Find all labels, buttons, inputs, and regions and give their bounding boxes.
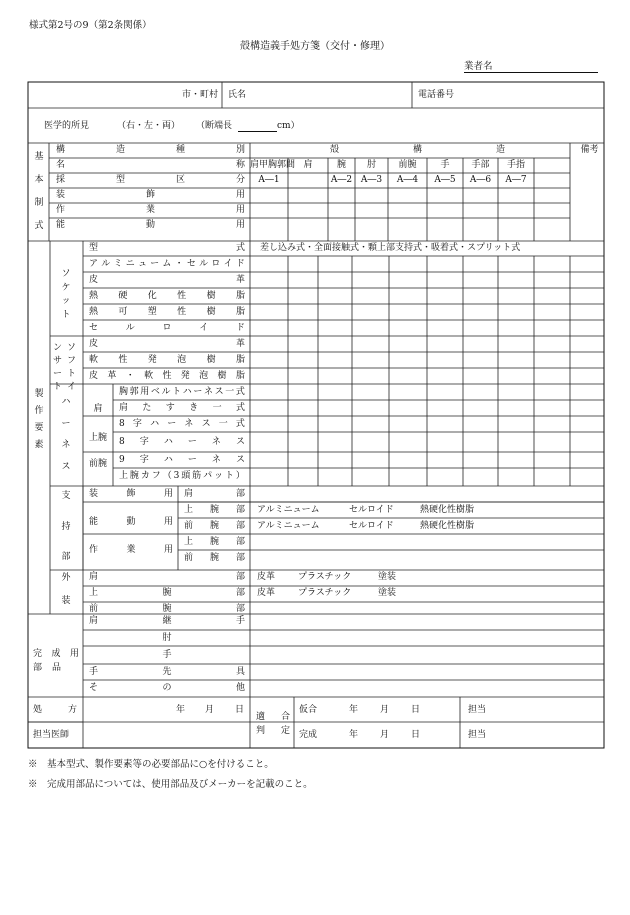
final-label: 完成 (299, 730, 318, 740)
harness-item: 肩 た す き 一 式 (119, 403, 245, 413)
outer-part: 肩 部 (89, 572, 245, 582)
parts-item: 手 (162, 650, 172, 660)
staff-label: 担当 (468, 730, 487, 740)
harness-item: 胸 郭 用 ベ ル ト ハ ー ネ ス 一 式 (119, 387, 245, 397)
month-label: 月 (205, 705, 215, 715)
part-code: A―7 (505, 175, 527, 185)
day-label: 日 (411, 730, 421, 740)
col-structure-type: 構 造 種 別 (56, 145, 245, 155)
outer-material: 皮革 (257, 572, 276, 582)
support-material: アルミニューム (257, 505, 320, 515)
support-part: 肩 部 (184, 489, 245, 499)
prescription-label: 処 方 (33, 705, 77, 715)
elements-section-label: 製 作 要 素 (34, 389, 44, 450)
insert-material: 皮 革 (89, 339, 245, 349)
part-name: 前腕 (398, 160, 417, 170)
harness-upper-arm: 上腕 (88, 433, 107, 443)
row-work: 作 業 用 (56, 205, 245, 215)
support-material: セルロイド (349, 521, 394, 531)
day-label: 日 (235, 705, 245, 715)
provisional-label: 仮合 (299, 705, 318, 715)
part-code: A―2 (330, 175, 353, 185)
harness-item: 上 腕 カ フ （ 3 頭 筋 パ ッ ト ） (119, 471, 245, 481)
socket-material: 熱 硬 化 性 樹 脂 (89, 291, 245, 301)
outer-material: 皮革 (257, 588, 276, 598)
support-material: アルミニューム (257, 521, 320, 531)
year-label: 年 (349, 705, 359, 715)
outer-part: 上 腕 部 (89, 588, 245, 598)
col-remarks: 備考 (580, 145, 599, 155)
harness-item: 8 字 ハ ー ネ ス 一 式 (119, 419, 245, 429)
row-casting: 採 型 区 分 (56, 175, 245, 185)
part-code: A―1 (258, 175, 280, 185)
socket-type-value: 差し込み式・全面接触式・顆上部支持式・吸着式・スプリット式 (260, 243, 521, 253)
note-2: ※ 完成用部品については、使用部品及びメーカーを記載のこと。 (28, 779, 313, 790)
support-work: 作 業 用 (89, 545, 173, 555)
city-label: 市・町村 (181, 90, 218, 100)
socket-material: 熱 可 塑 性 樹 脂 (89, 307, 245, 317)
part-name: 手 (440, 160, 450, 170)
parts-item: 肘 (162, 633, 172, 643)
col-shell-structure: 殻 構 造 (330, 145, 505, 155)
part-name: 肩甲胸郭間 (250, 160, 296, 170)
year-label: 年 (176, 705, 186, 715)
staff-label: 担当 (468, 705, 487, 715)
support-material: 熱硬化性樹脂 (420, 505, 475, 515)
row-name: 名 称 (56, 160, 245, 170)
part-name: 肩 (303, 160, 313, 170)
part-code: A―3 (360, 175, 383, 185)
harness-item: 8 字 ハ ー ネ ス (119, 437, 245, 447)
note-1: ※ 基本型式、製作要素等の必要部品に○を付けること。 (28, 759, 274, 770)
part-name: 腕 (336, 160, 346, 170)
parts-label: 完 成 用 部 品 (33, 649, 79, 673)
outer-material: プラスチック (298, 572, 352, 582)
row-active: 能 動 用 (56, 220, 245, 230)
month-label: 月 (380, 705, 390, 715)
part-code: A―5 (434, 175, 456, 185)
support-active: 能 動 用 (89, 517, 173, 527)
month-label: 月 (380, 730, 390, 740)
doctor-label: 担当医師 (33, 730, 70, 740)
support-part: 上 腕 部 (184, 505, 245, 515)
insert-material: 軟 性 発 泡 樹 脂 (89, 355, 245, 365)
socket-label: ソ ケ ッ ト (61, 269, 71, 320)
stump-line (238, 131, 277, 132)
outer-material: 塗装 (378, 572, 397, 582)
part-name: 手指 (506, 160, 525, 170)
insert-material: 皮 革 ・ 軟 性 発 泡 樹 脂 (89, 371, 245, 381)
support-part: 前 腕 部 (184, 521, 245, 531)
year-label: 年 (349, 730, 359, 740)
form-number: 様式第2号の9（第2条関係） (29, 20, 152, 31)
support-material: 熱硬化性樹脂 (420, 521, 475, 531)
support-part: 上 腕 部 (184, 537, 245, 547)
stump-unit: cm） (277, 121, 300, 131)
phone-label: 電話番号 (418, 90, 455, 100)
name-label: 氏名 (228, 90, 247, 100)
stump-label: （断端長 (196, 121, 233, 131)
insert-label: ン サ ー ト ソ フ ト イ (53, 343, 77, 392)
support-material: セルロイド (349, 505, 394, 515)
row-decorative: 装 飾 用 (56, 190, 245, 200)
harness-forearm: 前腕 (88, 459, 107, 469)
part-name: 肘 (366, 160, 376, 170)
support-decorative: 装 飾 用 (89, 489, 173, 499)
socket-material: ア ル ミ ニ ュ ー ム ・ セ ル ロ イ ド (89, 259, 245, 269)
outer-part: 前 腕 部 (89, 604, 245, 614)
sides-label: （右・左・両） (117, 121, 181, 131)
socket-material: セ ル ロ イ ド (89, 323, 245, 333)
outer-material: 塗装 (378, 588, 397, 598)
parts-item: そ の 他 (89, 683, 245, 693)
harness-item: 9 字 ハ ー ネ ス (119, 455, 245, 465)
part-name: 手部 (471, 160, 490, 170)
form-title: 殻構造義手処方箋（交付・修理） (240, 41, 390, 52)
fit-judgement-label: 適 合 判 定 (256, 712, 290, 736)
part-code: A―6 (469, 175, 492, 185)
harness-shoulder: 肩 (93, 404, 103, 414)
parts-item: 肩 継 手 (89, 616, 245, 626)
outer-label: 外 装 (61, 573, 71, 606)
parts-item: 手 先 具 (89, 667, 245, 677)
basic-section-label: 基 本 制 式 (34, 152, 44, 231)
outer-material: プラスチック (298, 588, 352, 598)
vendor-label: 業者名 (464, 61, 493, 72)
part-code: A―4 (396, 175, 419, 185)
harness-label: ハ ー ネ ス (61, 397, 71, 472)
day-label: 日 (411, 705, 421, 715)
socket-material: 皮 革 (89, 275, 245, 285)
support-label: 支 持 部 (61, 491, 71, 562)
socket-type-label: 型 式 (89, 243, 245, 253)
support-part: 前 腕 部 (184, 553, 245, 563)
findings-label: 医学的所見 (44, 121, 90, 131)
